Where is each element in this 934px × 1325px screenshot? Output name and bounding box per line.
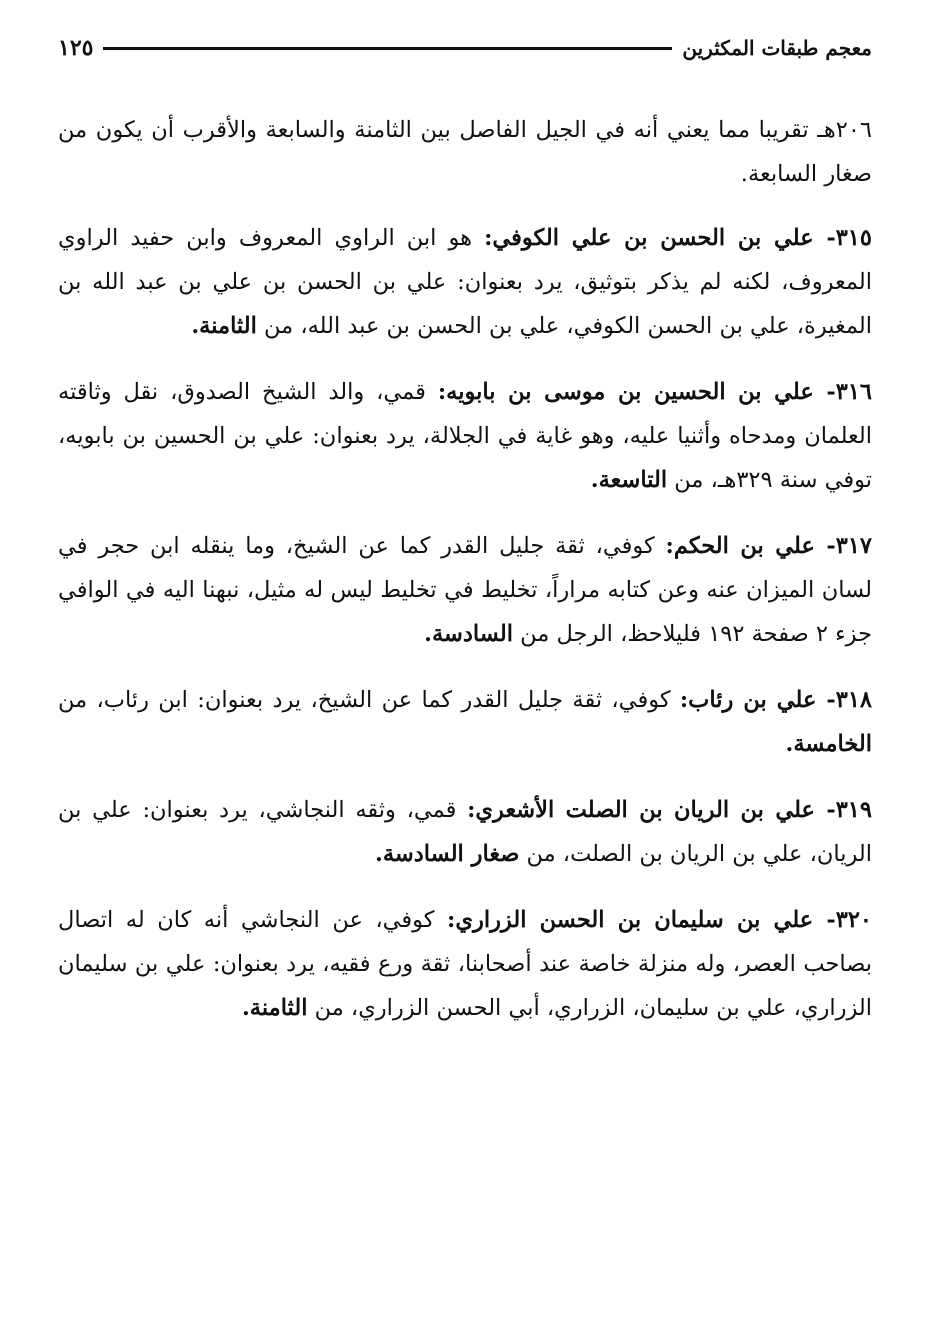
- paragraph-text: ٢٠٦هـ تقريبا مما يعني أنه في الجيل الفاصل بين الثامنة والسابعة والأقرب أن يكون من صغار السابعة.: [58, 117, 872, 187]
- entry-text: قمي، والد الشيخ الصدوق، نقل وثاقته العلمان ومدحاه وأثنيا عليه، وهو غاية في الجلالة، يرد بعنوان: علي بن الحسين بن بابويه، توفي سنة ٣٢٩هـ، من: [58, 379, 872, 493]
- entry-317: [58, 524, 872, 656]
- entry-text: كوفي، عن النجاشي أنه كان له اتصال بصاحب العصر، وله منزلة خاصة عند أصحابنا، ثقة ورع فقيه، يرد بعنوان: علي بن سليمان الزراري، علي بن سليمان، الزراري، أبي الحسن الزراري، من: [58, 907, 872, 1021]
- entry-318: [58, 678, 872, 766]
- entry-text: كوفي، ثقة جليل القدر كما عن الشيخ، يرد بعنوان: ابن رئاب، من: [58, 687, 680, 713]
- entry-tabaqa: صغار السادسة.: [375, 841, 520, 867]
- entry-tabaqa: التاسعة.: [590, 467, 668, 493]
- entry-tabaqa: الثامنة.: [241, 995, 308, 1021]
- entry-319: [58, 788, 872, 876]
- page-body: [58, 108, 872, 1052]
- entry-316: [58, 370, 872, 502]
- entry-heading: ٣٢٠- علي بن سليمان بن الحسن الزراري:: [447, 907, 872, 933]
- entry-heading: ٣١٨- علي بن رئاب:: [679, 687, 873, 713]
- entry-text: هو ابن الراوي المعروف وابن حفيد الراوي المعروف، لكنه لم يذكر بتوثيق، يرد بعنوان: علي بن الحسن بن علي بن عبد الله بن المغيرة، علي بن الحسن الكوفي، علي بن الحسن بن عبد الله، من: [58, 225, 872, 339]
- entry-tabaqa: السادسة.: [424, 621, 513, 647]
- entry-text: كوفي، ثقة جليل القدر كما عن الشيخ، وما ينقله ابن حجر في لسان الميزان عنه وعن كتابه مراراً، تخليط في تخليط ليس له مثيل، نبهنا اليه في الوافي جزء ٢ صفحة ١٩٢ فليلاحظ، الرجل من: [58, 533, 872, 647]
- book-title: معجم طبقات المكثرين: [682, 36, 872, 60]
- header-rule: [103, 47, 672, 50]
- running-header: [58, 28, 872, 68]
- paragraph-continuation: [58, 108, 872, 196]
- entry-315: [58, 216, 872, 348]
- entry-heading: ٣١٧- علي بن الحكم:: [665, 533, 872, 559]
- entry-heading: ٣١٥- علي بن الحسن بن علي الكوفي:: [484, 225, 872, 251]
- entry-320: [58, 898, 872, 1030]
- entry-text: قمي، وثقه النجاشي، يرد بعنوان: علي بن الريان، علي بن الريان بن الصلت، من: [58, 797, 872, 867]
- entry-tabaqa: الثامنة.: [191, 313, 257, 339]
- entry-tabaqa: الخامسة.: [785, 731, 872, 757]
- entry-heading: ٣١٦- علي بن الحسين بن موسى بن بابويه:: [437, 379, 872, 405]
- page-number: ١٢٥: [58, 35, 94, 61]
- entry-heading: ٣١٩- علي بن الريان بن الصلت الأشعري:: [467, 797, 872, 823]
